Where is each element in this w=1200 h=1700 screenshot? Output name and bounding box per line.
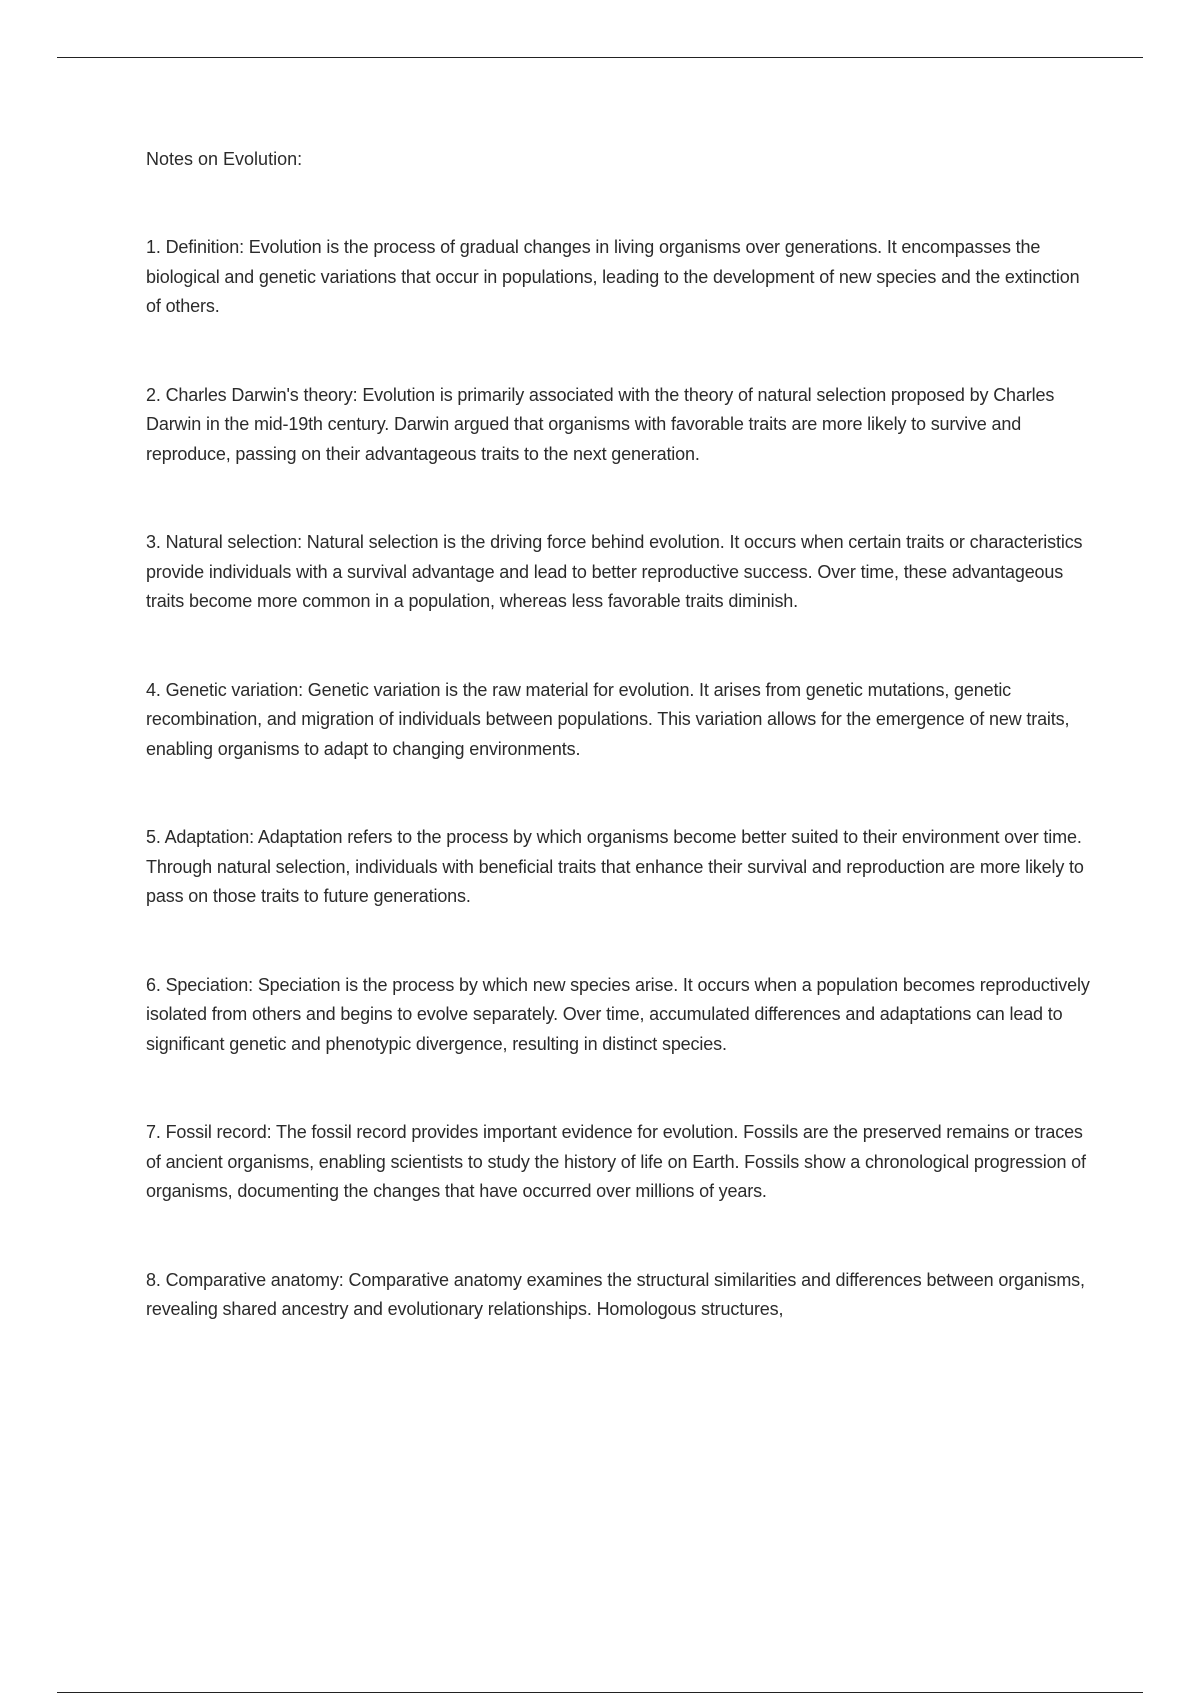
- document-title: Notes on Evolution:: [146, 149, 303, 169]
- note-item-fossil-record: 7. Fossil record: The fossil record provides important evidence for evolution. Fossils are the preserved remains or traces of ancient organisms, enabling scientists to study the history of life on Earth. Fossils show a chronological progression of organisms, documenting the changes that have occurred over millions of years.: [146, 1122, 1086, 1201]
- note-item-comparative-anatomy: 8. Comparative anatomy: Comparative anatomy examines the structural similarities and differences between organisms, revealing shared ancestry and evolutionary relationships. Homologous structures,: [146, 1269, 1085, 1319]
- document-body: [146, 144, 1096, 1325]
- note-item-adaptation: 5. Adaptation: Adaptation refers to the process by which organisms become better suited to their environment over time. Through natural selection, individuals with beneficial traits that enhance their survival and reproduction are more likely to pass on those traits to future generations.: [146, 827, 1084, 906]
- note-item-natural-selection: 3. Natural selection: Natural selection is the driving force behind evolution. It occurs when certain traits or characteristics provide individuals with a survival advantage and lead to better reproductive success. Over time, these advantageous traits become more common in a population, whereas less favorable traits diminish.: [146, 532, 1083, 611]
- note-item-speciation: 6. Speciation: Speciation is the process by which new species arise. It occurs when a population becomes reproductively isolated from others and begins to evolve separately. Over time, accumulated differences and adaptations can lead to significant genetic and phenotypic divergence, resulting in distinct species.: [146, 974, 1090, 1054]
- bottom-rule: [57, 1692, 1143, 1693]
- note-item-genetic-variation: 4. Genetic variation: Genetic variation is the raw material for evolution. It arises from genetic mutations, genetic recombination, and migration of individuals between populations. This variation allows for the emergence of new traits, enabling organisms to adapt to changing environments.: [146, 679, 1070, 759]
- note-item-darwin-theory: 2. Charles Darwin's theory: Evolution is primarily associated with the theory of natural selection proposed by Charles Darwin in the mid-19th century. Darwin argued that organisms with favorable traits are more likely to survive and reproduce, passing on their advantageous traits to the next generation.: [146, 384, 1055, 464]
- note-item-definition: 1. Definition: Evolution is the process of gradual changes in living organisms over generations. It encompasses the biological and genetic variations that occur in populations, leading to the development of new species and the extinction of others.: [146, 237, 1080, 316]
- top-rule: [57, 57, 1143, 58]
